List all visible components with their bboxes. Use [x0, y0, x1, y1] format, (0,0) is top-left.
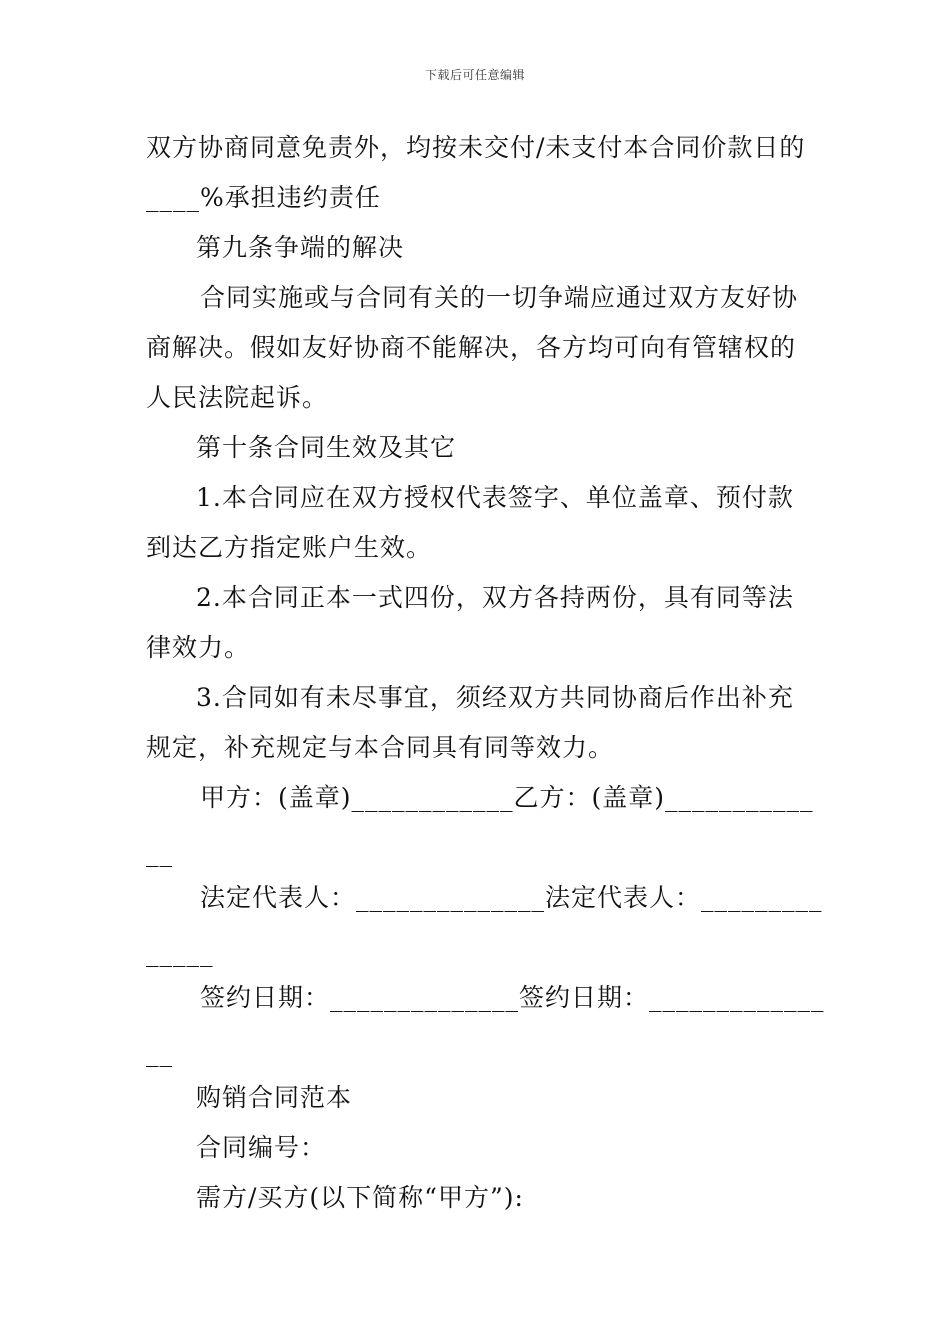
body-line: 商解决。假如友好协商不能解决，各方均可向有管辖权的 — [146, 333, 797, 362]
body-line: 合同实施或与合同有关的一切争端应通过双方友好协 — [200, 283, 799, 312]
body-line: 规定，补充规定与本合同具有同等效力。 — [146, 733, 615, 762]
signature-line-representative: 法定代表人：______________法定代表人：_________ — [200, 883, 823, 912]
body-line: 到达乙方指定账户生效。 — [146, 533, 433, 562]
body-line: 双方协商同意免责外，均按未交付/未支付本合同价款日的 — [146, 133, 806, 162]
contract-number-label: 合同编号： — [196, 1133, 327, 1162]
signature-line-continuation: _____ — [146, 938, 214, 967]
signature-line-continuation: __ — [146, 1038, 173, 1067]
signature-line-continuation: __ — [146, 838, 173, 867]
body-line: 律效力。 — [146, 633, 251, 662]
body-line: ____%承担违约责任 — [146, 183, 381, 212]
section-heading: 第九条争端的解决 — [196, 233, 405, 262]
buyer-label: 需方/买方(以下简称“甲方”): — [196, 1183, 524, 1212]
body-line: 人民法院起诉。 — [146, 383, 329, 412]
signature-line-date: 签约日期：______________签约日期：_____________ — [200, 983, 825, 1012]
section-heading: 第十条合同生效及其它 — [196, 433, 457, 462]
signature-line-party: 甲方：(盖章)____________乙方：(盖章)___________ — [200, 783, 814, 812]
body-line: 1.本合同应在双方授权代表签字、单位盖章、预付款 — [196, 483, 794, 512]
page-header: 下载后可任意编辑 — [424, 68, 525, 82]
body-line: 2.本合同正本一式四份，双方各持两份，具有同等法 — [196, 583, 794, 612]
document-title: 购销合同范本 — [196, 1083, 353, 1112]
body-line: 3.合同如有未尽事宜，须经双方共同协商后作出补充 — [196, 683, 794, 712]
